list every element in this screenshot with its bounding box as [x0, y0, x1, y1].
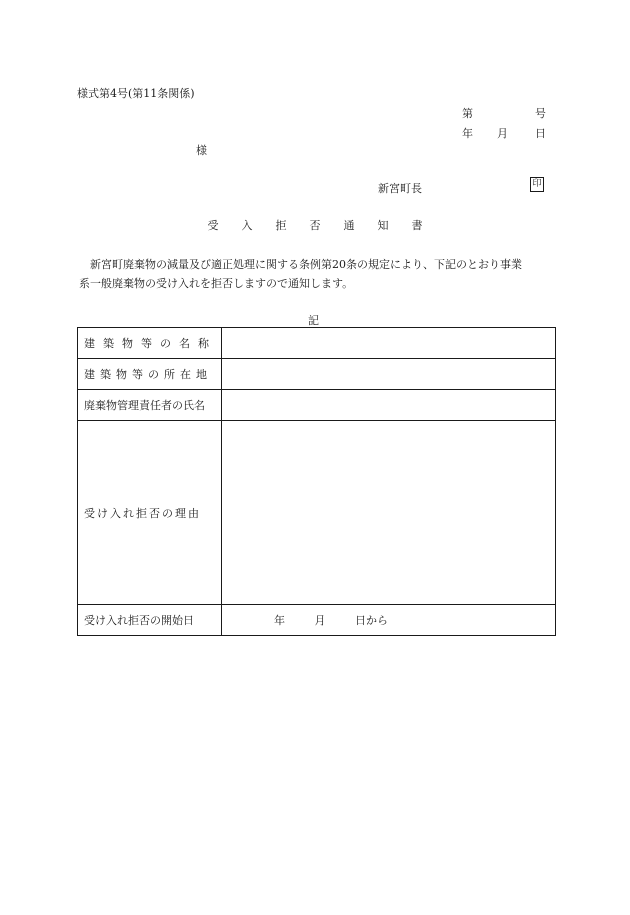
date-month: 月: [497, 127, 508, 140]
start-day-label: 日から: [355, 614, 388, 627]
doc-number-prefix: 第: [462, 107, 473, 120]
title-char: 知: [377, 219, 389, 232]
body-paragraph: [79, 255, 564, 293]
manager-name-field[interactable]: [222, 390, 556, 421]
title-char: 書: [411, 219, 423, 232]
addressee-suffix: 様: [196, 144, 207, 157]
ki-label: 記: [308, 314, 319, 327]
building-name-label: 建 築 物 等 の 名 称: [78, 328, 222, 359]
table-row: [78, 421, 556, 605]
refusal-start-label: 受け入れ拒否の開始日: [78, 605, 222, 636]
table-row: [78, 328, 556, 359]
refusal-reason-field[interactable]: [222, 421, 556, 605]
document-title: [0, 217, 630, 233]
date-year: 年: [462, 127, 473, 140]
title-char: 拒: [275, 219, 287, 232]
title-char: 否: [309, 219, 321, 232]
table-row: [78, 605, 556, 636]
start-year-label: 年: [274, 614, 285, 627]
form-number: 様式第4号(第11条関係): [77, 87, 195, 100]
start-month-label: 月: [314, 614, 326, 627]
table-row: [78, 359, 556, 390]
building-name-field[interactable]: [222, 328, 556, 359]
seal-stamp: 印: [530, 177, 544, 192]
title-char: 入: [241, 219, 253, 232]
body-line-1: 新宮町廃棄物の減量及び適正処理に関する条例第20条の規定により、下記のとおり事業: [90, 258, 522, 271]
doc-number-suffix: 号: [535, 107, 546, 120]
notice-table: [77, 327, 556, 636]
building-location-label: 建 築 物 等 の 所 在 地: [78, 359, 222, 390]
title-char: 通: [343, 219, 355, 232]
date-day: 日: [535, 127, 546, 140]
table-row: [78, 390, 556, 421]
building-location-field[interactable]: [222, 359, 556, 390]
title-char: 受: [207, 219, 219, 232]
manager-name-label: 廃棄物管理責任者の氏名: [78, 390, 222, 421]
refusal-start-date-field[interactable]: [222, 605, 556, 636]
body-line-2: 系一般廃棄物の受け入れを拒否しますので通知します。: [79, 277, 354, 290]
refusal-reason-label: 受 け 入 れ 拒 否 の 理 由: [78, 421, 222, 605]
issuer-name: 新宮町長: [378, 182, 422, 195]
